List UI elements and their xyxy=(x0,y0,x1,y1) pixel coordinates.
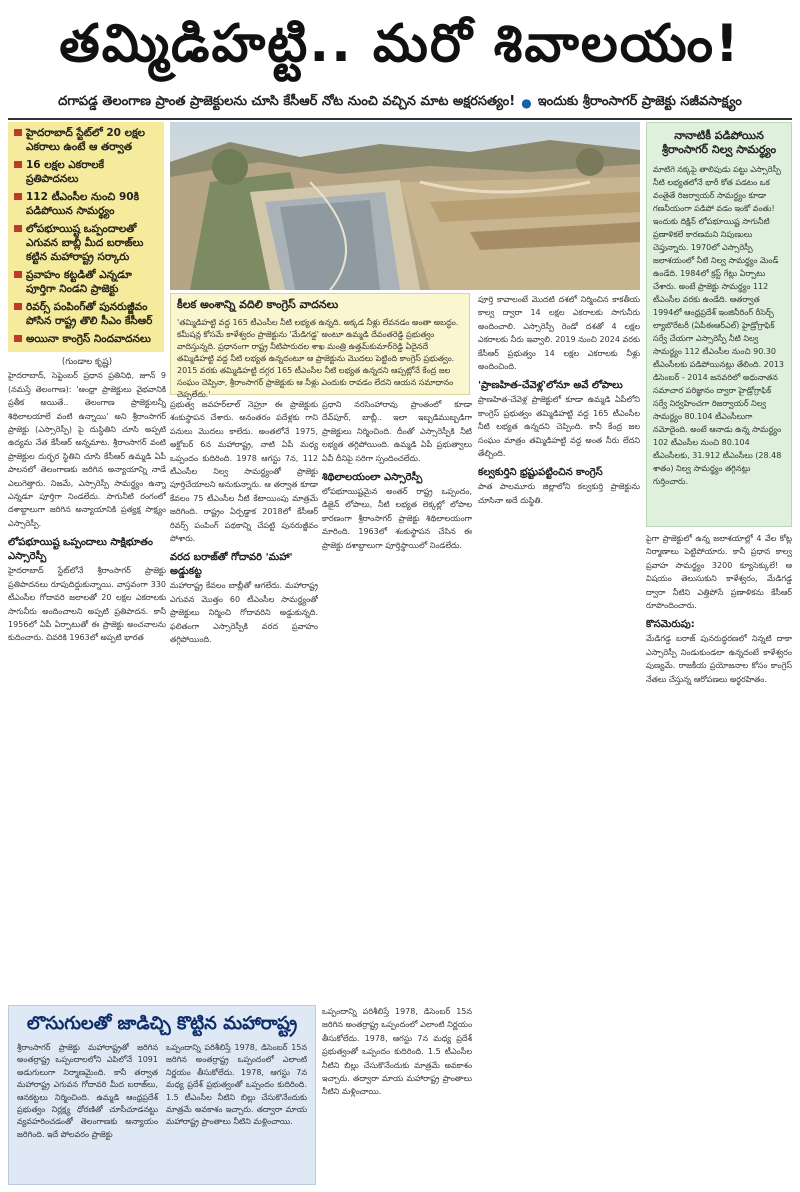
square-bullet-icon xyxy=(14,193,22,200)
paragraph: పూర్తి కావాలంటే మొదటి దశలో నిర్మించిన కాకతీయ కాల్వ ద్వారా 14 లక్షల ఎకరాలకు సాగునీరు అందించాలి. ఎస్సారెస్పీ రెండో దశతో 4 లక్షల ఎకరాలకు నీరు ఇవ్వాలి. 2019 నుంచి 2024 వరకు కేసీఆర్ ప్రభుత్వం 14 లక్షల ఎకరాలకు నీళ్లు అందించింది. xyxy=(478,295,640,372)
article-column-3-bottom xyxy=(322,1005,472,1185)
deck-right: ఇందుకు శ్రీరాంసాగర్ ప్రాజెక్టు సజీవసాక్ష్యం xyxy=(537,94,742,109)
paragraph: లోపభూయిష్టమైన అంతర్ రాష్ట్ర ఒప్పందం, డిజైన్ లోపాలు, నీటి లభ్యత లెక్కల్లో లోపాల కారణంగా శ్రీరాంసాగర్ ప్రాజెక్టు శిథిలాలయంగా మారింది. 1963లో శంకుస్థాపన చేసిన ఈ ప్రాజెక్టు దశాబ్దాలుగా పూర్తిస్థాయిలో నిండలేదు. xyxy=(322,487,472,550)
box-text-right: ఒప్పందాన్ని పరిశీలిస్తే 1978, డిసెంబర్ 15న జరిగిన అంతర్రాష్ట్ర ఒప్పందంలో ఎలాంటి నిర్ణయం తీసుకోలేదు. 1978, ఆగస్టు 7న మధ్య ప్రదేశ్ ప్రభుత్వంతో ఒప్పందం కుదిరింది. 1.5 టీఎంసీల నీటిని బిల్లు చేసుకొనేందుకు మాత్రమే అవకాశం ఇచ్చారు. తద్వారా మాయ మహారాష్ట్ర ప్రాంతాలు నీటిని మళ్లించాయి. xyxy=(166,1043,307,1127)
photo-illustration xyxy=(170,122,640,290)
highlight-item: అయినా కాంగ్రెస్ నిందవాదనలు xyxy=(14,332,158,346)
highlight-item: రివర్స్ పంపింగ్‌తో పునరుజ్జీవం పోసిన రాష్ట్ర తొలి సీఎం కేసీఆర్ xyxy=(14,300,158,328)
subheading: కల్వకుర్తిని భ్రష్టుపట్టించిన కాంగ్రెస్ xyxy=(478,467,603,479)
square-bullet-icon xyxy=(14,161,22,168)
article-column-2 xyxy=(170,398,318,1000)
paragraph: మేడిగడ్డ బరాజ్ పునరుద్ధరణలో నిన్నటి దాకా ఎస్సారెస్పీ నిండుకుండలా ఉన్నదంటే కాళేశ్వరం పుణ్యమే. రాజకీయ ప్రయోజనాల కోసం కాంగ్రెస్ నేతలు చేస్తున్న ఆరోపణలు అర్థరహితం. xyxy=(646,634,792,684)
sidebox-body: మాటిగె నక్కపై తాలిపుడు పట్టు ఎస్సారెస్పీ నీటి లభ్యతలోనే భారీ కోత పడటం ఒక వంతైతే రిజర్వాయర్ సామర్థ్యం కూడా గణనీయంగా పడిపో వడం ఇంకో వంతు! ఇందుకు దిక్షిన్ లోపభూయిష్ట సాగునీటి ప్రణాళికలే కారణమని నిపుణులు చెప్తున్నారు. 1970లో ఎస్సారెస్పీ జలాశయంలో నీటి నిల్వ సామర్థ్యం మెండ్ ఉండేది. 1984లో క్రస్ట్ గేట్లు ఏర్పాటు చేశారు. అంటే ప్రాజెక్టు సామర్థ్యం 112 టీఎంసీల వరకు ఉండేది. ఆతర్వాత 1994లో ఆంధ్రప్రదేశ్ ఇంజినీరింగ్ రీసెర్చ్ ల్యాబొరేటరీ (ఏపీఈఆర్ఎల్) హైడ్రోగ్రాఫిక్ సర్వే చేయగా ఎస్సారెస్పీ నీటి నిల్వ సామర్థ్యం 112 టీఎంసీల నుంచి 90.30 టీఎంసీలకు పడిపోయినట్లు తేలింది. 2013 డిసెంబర్ - 2014 జనవరిలో అధునాతన సమాచార పరిజ్ఞానం ద్వారా హైడ్రోగ్రాఫిక్ సర్వే నిర్వహించగా రిజర్వాయర్ నిల్వ సామర్థ్యం 80.104 టీఎంసీలుగా నమోదైంది. అంటే ఆనాడు ఉన్న సామర్థ్యం 102 టీఎంసీల నుంచి 80.104 టీఎంసీలకు, 31.912 టీఎంసీలు (28.48 శాతం) నిల్వ సామర్థ్యం తగ్గినట్లు గుర్తించారు. xyxy=(653,165,785,486)
paragraph: ప్రాణహిత-చేవెళ్ల ప్రాజెక్టులో కూడా ఉమ్మడి ఏపీలోని కాంగ్రెస్ ప్రభుత్వం తమ్మిడిహట్టి వద్ద 165 టీఎంసీల నీటి లభ్యత ఉన్నదని చెప్పింది. కానీ కేంద్ర జల సంఘం మాత్రం తమ్మిడిహట్టి వద్ద అంత నీరు లేదని తేల్చింది. xyxy=(478,395,640,459)
box-columns xyxy=(17,1042,307,1141)
highlight-item: హైదరాబాద్ స్టేట్‌లో 20 లక్షల ఎకరాలు ఉంటే ఆ తర్వాత xyxy=(14,126,158,154)
deck-left: దగాపడ్డ తెలంగాణ ప్రాంత ప్రాజెక్టులను చూసి కేసీఆర్ నోట నుంచి వచ్చిన మాట అక్షరసత్యం! xyxy=(58,94,516,109)
sidebox-title: నానాటికీ పడిపోయిన శ్రీరాంసాగర్ నిల్వ సామర్థ్యం xyxy=(661,129,777,156)
highlight-item: లోపభూయిష్ట ఒప్పందాలతో ఎగువన బాబ్లీ మీద బరాజ్‌లు కట్టిన మహారాష్ట్ర సర్కారు xyxy=(14,222,158,264)
divider xyxy=(8,118,792,120)
subheading: శిథిలాలయంలా ఎస్సారెస్పీ xyxy=(322,472,423,484)
article-column-3 xyxy=(322,398,472,1000)
subheading: 'ప్రాణహిత-చేవెళ్ల'లోనూ అవే లోపాలు xyxy=(478,380,623,392)
square-bullet-icon xyxy=(14,335,22,342)
highlight-item: ప్రవాహం కట్టడితో ఎన్నడూ పూర్తిగా నిండని ప్రాజెక్టు xyxy=(14,268,158,296)
highlight-item: 16 లక్షల ఎకరాలకే ప్రతిపాదనలు xyxy=(14,158,158,186)
square-bullet-icon xyxy=(14,271,22,278)
paragraph: ప్రభుత్వ జవహర్‌లాల్ నెహ్రూ ఈ ప్రాజెక్టుకు శంకుస్థాపన చేశారు. అనంతరం పదేళ్లకు గాని పనులు మొదలు కాలేదు. అంతలోనే 1975, అక్టోబర్ 6న మహారాష్ట్ర, నాటి ఏపీ మధ్య ఒప్పందం కుదిరింది. 1978 ఆగస్టు 7న, 112 టీఎంసీల నిల్వ సామర్థ్యంతో ప్రాజెక్టు పూర్తిచేయాలని అనుకున్నారు. ఆ తర్వాత కూడా కేవలం 75 టీఎంసీల నీటి కేటాయింపు మాత్రమే జరిగింది. రాష్ట్రం ఏర్పడ్డాక 2018లో కేసీఆర్ రివర్స్ పంపింగ్ పథకాన్ని చేపట్టి పునరుజ్జీవం పోశారు. xyxy=(170,400,318,544)
subheading: కొసమెరుపు: xyxy=(646,619,695,631)
box-text-left: శ్రీరాంసాగర్ ప్రాజెక్టు మహారాష్ట్రతో జరిగిన అంతర్రాష్ట్ర ఒప్పందాలలోని ఎపిలోనే 1091 అడుగులుగా నిర్మాణమైంది. కానీ తర్వాత మహారాష్ట్ర ఎగువన గోదావరి మీద బరాజ్‌లు, ఆనకట్టలు నిర్మించింది. ఉమ్మడి ఆంధ్రప్రదేశ్ ప్రభుత్వం నిర్లక్ష్య ధోరణితో చూసీచూడనట్టు వ్యవహరించడంతో తెలంగాణకు అన్యాయం జరిగింది. ఇదే పోలవరం ప్రాజెక్టు xyxy=(17,1043,158,1139)
maharashtra-box xyxy=(8,1005,316,1185)
article-column-4 xyxy=(478,293,640,1185)
paragraph: ఒప్పందాన్ని పరిశీలిస్తే 1978, డిసెంబర్ 15న జరిగిన అంతర్రాష్ట్ర ఒప్పందంలో ఎలాంటి నిర్ణయం తీసుకోలేదు. 1978, ఆగస్టు 7న మధ్య ప్రదేశ్ ప్రభుత్వంతో ఒప్పందం కుదిరింది. 1.5 టీఎంసీల నీటిని బిల్లు చేసుకొనేందుకు మాత్రమే అవకాశం ఇచ్చారు. తద్వారా మాయ మహారాష్ట్ర ప్రాంతాలు నీటిని మళ్లించాయి. xyxy=(322,1007,472,1097)
subheading: వరద బరాజ్‌తో గోదావరి 'మహా' అడ్డుకట్ట xyxy=(170,552,293,578)
aerial-dam-photo xyxy=(170,122,640,290)
paragraph: హైదరాబాద్, సెప్టెంబర్ ప్రధాన ప్రతినిధి, జూన్ 9 (నమస్తే తెలంగాణ): 'ఆంధ్రా ప్రాజెక్టులు వైభవానికి ప్రతీక అయితే.. తెలంగాణ ప్రాజెక్టులన్నీ శిథిలాలయాలే వంటి ఉన్నాయి' అని శ్రీరాంసాగర్ ప్రాజెక్టు (ఎస్సారెస్పీ) పై దుస్థితిని చూసి అప్పటి ఉద్యమ నేత కేసీఆర్ అన్నమాట. శ్రీరాంసాగర్ వంటి ప్రాజెక్టుల దుర్భర స్థితిని చూసి కేసీఆర్ ఉమ్మడి ఏపీ పాలనలో తెలంగాణకు జరిగిన అన్యాయాన్ని నాడే ఎలుగెత్తారు. నిజమే, ఎస్సారెస్పీ సామర్థ్యం ఉన్నా ఎన్నడూ పూర్తిగా నిండలేదు. సాగునీటి రంగంలో దశాబ్దాలుగా జరిగిన అన్యాయానికి ప్రత్యక్ష సాక్ష్యం ఎస్సారెస్పీ. xyxy=(8,371,166,528)
square-bullet-icon xyxy=(14,225,22,232)
square-bullet-icon xyxy=(14,303,22,310)
highlight-item: 112 టీఎంసీల నుంచి 90కి పడిపోయిన సామర్థ్యం xyxy=(14,190,158,218)
highlights-box xyxy=(8,122,164,352)
byline: (గుండాల కృష్ణ) xyxy=(61,357,113,367)
paragraph: పైగా ప్రాజెక్టులో ఉన్న జలాశయాల్లో 4 వేల కోట్ల నిర్మాణాలు పెట్టిపోయారు. కానీ ప్రధాన కాల్వ ప్రవాహ సామర్థ్యం 3200 క్యూసెక్కులే! ఆ విషయం తెలుసుకుని కాళేశ్వరం, మేడిగడ్డ ద్వారా నీటిని ఎత్తిపోసే ప్రణాళికను కేసీఆర్ రూపొందించారు. xyxy=(646,534,792,611)
paragraph: పాత పాలమూరు జిల్లాలోని కల్వకుర్తి ప్రాజెక్టును చూసినా అదే దుస్థితి. xyxy=(478,482,640,505)
article-column-1 xyxy=(8,356,166,1000)
article-column-5 xyxy=(646,532,792,1186)
reservoir-capacity-sidebox xyxy=(646,122,792,527)
subheading: లోపభూయిష్ట ఒప్పందాలు సాక్షిభూతం ఎస్సారెస్పీ xyxy=(8,537,153,563)
bullet-dot-icon: ● xyxy=(521,96,532,110)
paragraph: హైదరాబాద్ స్టేట్‌లోనే శ్రీరాంసాగర్ ప్రాజెక్టు ప్రతిపాదనలు రూపుదిద్దుకున్నాయి. వాస్తవంగా 330 టీఎంసీల గోదావరి జలాలతో 20 లక్షల ఎకరాలకు సాగునీరు అందించాలని అప్పటి ప్రతిపాదన. కానీ 1956లో ఏపీ ఏర్పాటుతో ఈ ప్రాజెక్టు అంచనాలను కుదించారు. చివరికి 1963లో అప్పటి భారత xyxy=(8,566,166,643)
caption-title: కీలక అంశాన్ని వదిలి కాంగ్రెస్ వాదనలు xyxy=(177,298,339,311)
caption-box xyxy=(170,293,470,399)
box-title: లొసుగులతో జాడిచ్చి కొట్టిన మహారాష్ట్ర xyxy=(26,1013,298,1034)
deck xyxy=(0,90,800,116)
paragraph: ప్రధాని నరసింహారావు ప్రాంతంలో కూడా దేవ్‌పూర్, బాబ్లీ.. ఇలా ఇబ్బడిముబ్బడిగా ప్రాజెక్టులు నిర్మించింది. దీంతో ఎస్సారెస్పీకి నీటి లభ్యత తగ్గిపోయింది. ఉమ్మడి ఏపీ ప్రభుత్వాలు ఏవీ దీనిపై సరిగా స్పందించలేదు. xyxy=(322,400,472,463)
square-bullet-icon xyxy=(14,129,22,136)
headline: తమ్మిడిహట్టి.. మరో శివాలయం! xyxy=(59,14,741,74)
caption-body: 'తమ్మిడిహట్టి వద్ద 165 టీఎంసీల నీటి లభ్యత ఉన్నది. అక్కడ నీళ్లు లేవనడం అంతా అబద్ధం. కమీషన్ల కోసమే కాళేశ్వరం ప్రాజెక్టును 'మేడిగడ్డ' అంటూ ఉమ్మడి దేవంతరెడ్డి ప్రభుత్వం వాదిస్తున్నది. ప్రధానంగా రాష్ట్ర నీటిపారుదల శాఖ మంత్రి ఉత్తమ్‌కుమార్‌రెడ్డి ఏదైనదే తమ్మిడిహట్టి వద్ద నీటి లభ్యత ఉన్నదంటూ ఆ ప్రాజెక్టును మొదలు పెట్టింది కాంగ్రెస్ ప్రభుత్వం. 2015 వరకు తమ్మిడిహట్టి దగ్గర 165 టీఎంసీల నీటి లభ్యత ఉన్నదని ఆప్పట్లోనే కేంద్ర జల సంఘం చెప్పినా, శ్రీరాంసాగర్ ప్రాజెక్టుకు ఆ నీళ్లు ఎందుకు రావడం లేదని ఆయన సమాధానం చెప్పలేదు.' xyxy=(177,318,459,399)
paragraph: మహారాష్ట్ర కేవలం బాబ్లీతో ఆగలేదు. మహారాష్ట్ర ఎగువన మొత్తం 60 టీఎంసీల సామర్థ్యంతో ప్రాజెక్టులు నిర్మించి గోదావరిని అడ్డుకున్నది. ఫలితంగా ఎస్సారెస్పీకి వరద ప్రవాహం తగ్గిపోయింది. xyxy=(170,581,318,645)
